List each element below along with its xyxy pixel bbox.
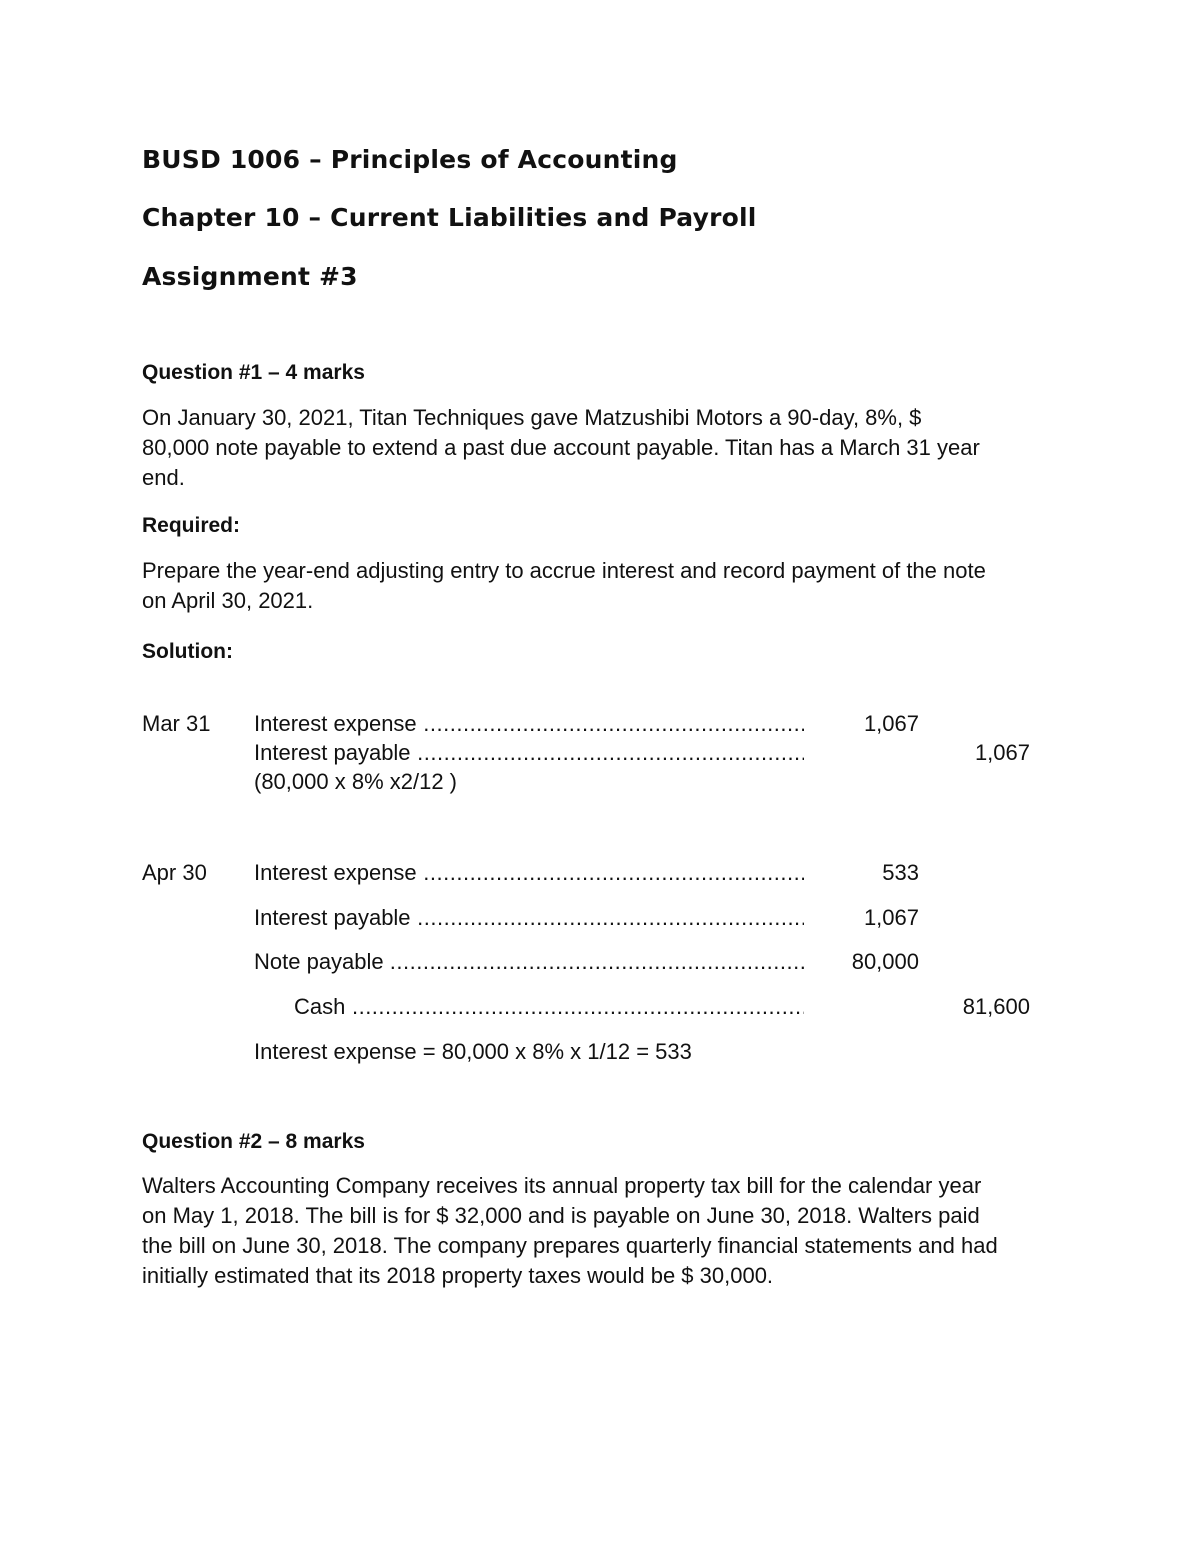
account-name: Cash bbox=[294, 994, 346, 1019]
question-1-heading: Question #1 – 4 marks bbox=[142, 361, 365, 384]
leader-dots bbox=[417, 711, 804, 736]
credit-amount: 81,600 bbox=[962, 994, 1030, 1019]
question-2-heading: Question #2 – 8 marks bbox=[142, 1130, 365, 1153]
assignment-title: Assignment #3 bbox=[142, 262, 358, 291]
account-name: Note payable bbox=[254, 949, 390, 974]
solution-label: Solution: bbox=[142, 640, 233, 663]
account-name: Interest payable bbox=[254, 740, 411, 765]
question-2-body bbox=[142, 1171, 1072, 1291]
required-text bbox=[142, 556, 1072, 616]
calculation-note: Interest expense = 80,000 x 8% x 1/12 = 533 bbox=[254, 1039, 692, 1064]
question-1-body bbox=[142, 403, 1072, 493]
entry-date: Mar 31 bbox=[142, 711, 211, 736]
required-text-line: Prepare the year-end adjusting entry to accrue interest and record payment of the note bbox=[142, 558, 986, 583]
question-2-body-line: on May 1, 2018. The bill is for $ 32,000 and is payable on June 30, 2018. Walters paid bbox=[142, 1203, 980, 1228]
calculation-note: (80,000 x 8% x2/12 ) bbox=[254, 769, 458, 794]
account-name: Interest expense bbox=[254, 711, 417, 736]
leader-dots bbox=[417, 860, 804, 885]
question-2-body-line: initially estimated that its 2018 property taxes would be $ 30,000. bbox=[142, 1263, 774, 1288]
question-1-body-line: On January 30, 2021, Titan Techniques gave Matzushibi Motors a 90-day, 8%, $ bbox=[142, 405, 922, 430]
debit-amount: 1,067 bbox=[863, 711, 919, 736]
leader-dots bbox=[345, 994, 804, 1019]
leader-dots bbox=[411, 905, 804, 930]
account-line bbox=[254, 905, 804, 931]
chapter-title: Chapter 10 – Current Liabilities and Payroll bbox=[142, 203, 757, 232]
account-name: Interest expense bbox=[254, 860, 417, 885]
account-line bbox=[294, 994, 804, 1020]
account-line bbox=[254, 949, 804, 975]
account-line bbox=[254, 860, 804, 886]
required-label: Required: bbox=[142, 514, 241, 537]
debit-amount: 1,067 bbox=[863, 905, 919, 930]
required-text-line: on April 30, 2021. bbox=[142, 588, 314, 613]
question-2-body-line: the bill on June 30, 2018. The company prepares quarterly financial statements and had bbox=[142, 1233, 998, 1258]
entry-date: Apr 30 bbox=[142, 860, 207, 885]
debit-amount: 80,000 bbox=[851, 949, 919, 974]
question-2-body-line: Walters Accounting Company receives its annual property tax bill for the calendar year bbox=[142, 1173, 982, 1198]
leader-dots bbox=[390, 949, 804, 974]
account-line bbox=[254, 740, 804, 766]
credit-amount: 1,067 bbox=[974, 740, 1030, 765]
debit-amount: 533 bbox=[882, 860, 919, 885]
leader-dots bbox=[411, 740, 804, 765]
account-name: Interest payable bbox=[254, 905, 411, 930]
question-1-body-line: 80,000 note payable to extend a past due account payable. Titan has a March 31 year bbox=[142, 435, 980, 460]
course-title: BUSD 1006 – Principles of Accounting bbox=[142, 145, 678, 174]
question-1-body-line: end. bbox=[142, 465, 185, 490]
account-line bbox=[254, 711, 804, 737]
